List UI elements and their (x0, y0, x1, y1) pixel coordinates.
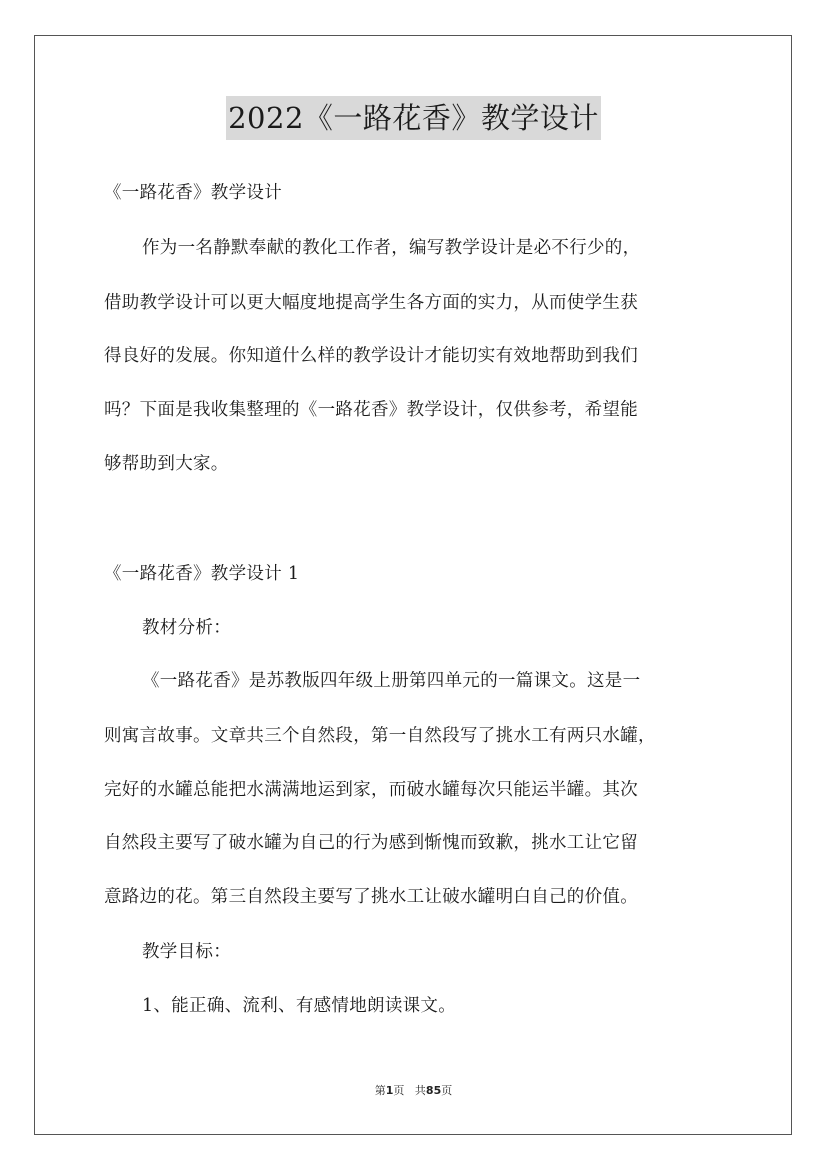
goal-item-1: 1、能正确、流利、有感情地朗读课文。 (142, 996, 457, 1016)
material-heading: 教材分析： (142, 618, 231, 638)
document-subtitle: 《一路花香》教学设计 (104, 183, 282, 203)
material-line-1: 《一路花香》是苏教版四年级上册第四单元的一篇课文。这是一 (142, 671, 641, 691)
intro-line-2: 借助教学设计可以更大幅度地提高学生各方面的实力，从而使学生获 (104, 293, 638, 313)
title-container (0, 96, 827, 140)
material-line-5: 意路边的花。第三自然段主要写了挑水工让破水罐明白自己的价值。 (104, 887, 638, 907)
material-line-3: 完好的水罐总能把水满满地运到家，而破水罐每次只能运半罐。其次 (104, 780, 638, 800)
section-heading: 《一路花香》教学设计 1 (104, 564, 300, 584)
footer-total-pages: 85 (425, 1084, 442, 1097)
material-line-2: 则寓言故事。文章共三个自然段，第一自然段写了挑水工有两只水罐， (104, 726, 656, 746)
intro-line-4: 吗？下面是我收集整理的《一路花香》教学设计，仅供参考，希望能 (104, 400, 638, 420)
document-title: 2022《一路花香》教学设计 (226, 96, 601, 140)
goals-heading: 教学目标： (142, 942, 231, 962)
footer-page-prefix: 第 (374, 1084, 386, 1097)
intro-line-3: 得良好的发展。你知道什么样的教学设计才能切实有效地帮助到我们 (104, 346, 638, 366)
footer-total-prefix: 共 (414, 1084, 426, 1097)
footer-total-suffix: 页 (441, 1084, 453, 1097)
intro-line-1: 作为一名静默奉献的教化工作者，编写教学设计是必不行少的， (142, 238, 641, 258)
intro-line-5: 够帮助到大家。 (104, 454, 229, 474)
page-footer (0, 1083, 827, 1099)
footer-page-number: 1 (385, 1084, 394, 1097)
material-line-4: 自然段主要写了破水罐为自己的行为感到惭愧而致歉，挑水工让它留 (104, 833, 638, 853)
footer-page-suffix: 页 (393, 1084, 405, 1097)
